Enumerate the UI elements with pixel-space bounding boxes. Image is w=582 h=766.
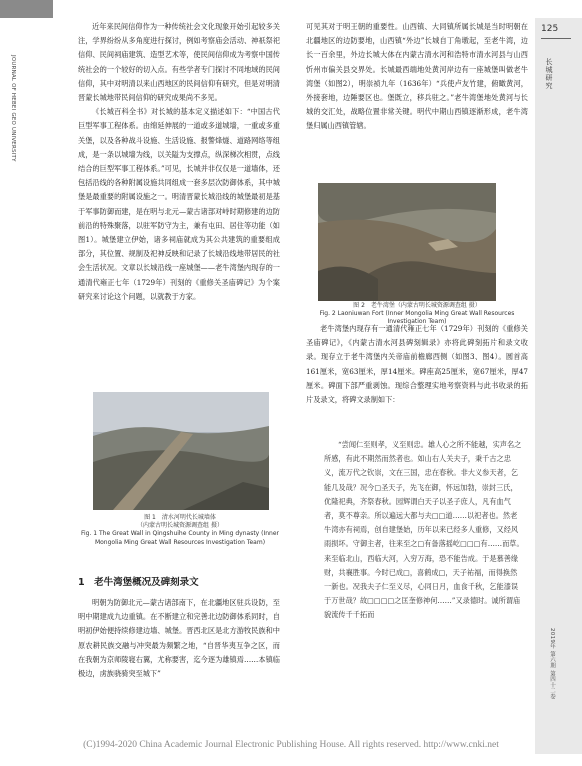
right-margin-strip [535, 18, 582, 754]
figure-1-caption-en: Fig. 1 The Great Wall in Qingshuihe County in Ming dynasty (Inner Mongolia Ming Great Wall Resources Investigation Team) [80, 530, 280, 546]
figure-2-caption-cn: 图 2 老牛湾堡（内蒙古明长城资源调查组 摄） [353, 302, 481, 309]
left-column [78, 20, 280, 304]
paragraph: 老牛湾堡内现存有一通清代雍正七年（1729年）刊刻的《重修关圣庙碑记》，《内蒙古清水河县碑刻辑录》亦将此碑刻拓片和录文收录。现存立于老牛湾堡内关帝庙前檐廊西侧（如图3、图4）。圆首高161厘米，宽63厘米，厚14厘米。碑座高25厘米，宽67厘米，厚47厘米。碑面下部严重剥蚀。现综合整理实地考察资料与此书收录的拓片及录文，将碑文录制如下： [306, 324, 528, 405]
right-column-mid [306, 322, 528, 407]
paragraph: 近年来民间信仰作为一种传统社会文化现象开始引起较多关注，学界纷纷从多角度进行探讨，例如考察庙会活动、神祇祭祀信仰、民间祠庙建筑、造型艺术等，使民间信仰成为考察中国传统社会的一个较好的切入点。有些学者专门探讨不同地域的民间信仰，其中对明清以来山西地区的民间信仰有研究，但是对明清晋蒙长城地带民间信仰的研究成果尚不多见。 [78, 22, 280, 103]
figure-1-caption-cn: 图 1 清水河明代长城墙体 [144, 514, 216, 521]
right-column-top [306, 20, 528, 134]
page-number-rule [541, 38, 571, 39]
journal-side-label: JOURNAL OF HEBEI GEO UNIVERSITY [10, 55, 16, 162]
volume-tag: 2019年 第六期 第四十二卷 [549, 628, 555, 700]
section-body [78, 596, 280, 681]
paragraph: 可见其对于明王朝的重要性。山西镇、大同镇所属长城是当时明朝在北疆地区的边防要地，山西镇“外边”长城自丁角墩起，至老牛湾，边长一百余里，外边长城大体在内蒙古清水河和浩特市清水河县与山西忻州市偏关县交界处。长城最西端地处黄河岸边有一座城堡叫做老牛湾堡（如图2），明崇祯九年（1636年）“兵使卢友竹建，俯瞰黄河，外接套地，边陲要区也。堡既立，移兵驻之。”老牛湾堡地处黄河与长城的交汇处，战略位置非常关键。明代中期山西镇逐渐形成，老牛湾堡归属山西镇管辖。 [306, 22, 528, 131]
footer-copyright: (C)1994-2020 China Academic Journal Electronic Publishing House. All rights reserved. http://www.cnki.net [83, 740, 499, 750]
figure-1-caption [80, 514, 280, 547]
section-tag: 长城研究 [545, 58, 553, 90]
paragraph: 《长城百科全书》对长城的基本定义描述如下：“中国古代巨型军事工程体系。由绵延伸展的一道或多道城墙，一重或多重关堡，以及各种战斗设施、生活设施、报警烽燧、道路网络等组成，是一条以城墙为线，以关隘为支撑点，纵深梯次相贯，点线结合的巨型军事工程体系。”可见，长城并非仅仅是一道墙体，还包括沿线的各种附属设施共同组成一套多层次防御体系，其中城堡是最重要的附属设施之一。明清晋蒙长城沿线的城堡最初是基于军事防御而建，是在明与北元—蒙古诸部对峙时期修建的边防前沿的特殊聚落，以驻军防守为主，兼有屯田、居住等功能（如图1）。城堡建立伊始，诸多祠庙就成为其公共建筑的重要组成部分，其位置、规制及祀神反映和记录了长城沿线地带居民的社会生活状况。文章以长城沿线一座城堡——老牛湾堡内现存的一通清代雍正七年（1729年）刊刻的《重修关圣庙碑记》为个案研究来讨论这个问题，以就教于方家。 [78, 107, 280, 301]
paragraph: “尝闻仁至则孝，义至则忠。雄人心之所不能越，实声名之所感，有此不期然而然者也。如山右人关夫子，秉千古之忠义，流万代之钦崇，文在三国，忠在春秋。非大义参天者，乞能几及哉？况今□圣天子，先飞在御，怀远加勃，崇封三氏，优隆祀典，齐祭春秋。园辉谓白天子以圣子庶人，凡有血气者，莫不尊亲。所以遍远大都与夫□□道……以祀者也。然老牛湾亦有祠焉，创自建堡始，历年以来已经多人重修，又经风雨损坏。守御主者，往来至之□有备落摇屹□□□有……而草。来至临北山，西临大河，入穷万海，恐不能告成。于是慕善缘财，共襄胜事。今时已成□，喜鹤成□，天子祐福，而得换然一新也。况我夫子仁至义尽，心同日月，血食千秋，乞能漆误于万世哉？故□□□□之匡奎修神何……”又录德时。诚所谓庙貌流传千千拓而 [324, 440, 524, 620]
header-gray-block [0, 0, 53, 18]
paragraph: 明朝为防御北元—蒙古诸部南下，在北疆地区驻兵设防，至明中期建成九边重镇。在不断建立和完善北边防御体系同时，自明初伊始便持续修建边墙、城堡。晋西北区是北方游牧民族和中原农耕民族交融与冲突最为频繁之地，“自晋华夷互争之区，而在我朝为京师陵寝右翼，尤称要害，迄今逐为雄镇焉……本镇临极边，虏族骁骑突至城下” [78, 598, 280, 679]
figure-1-image [93, 392, 269, 510]
stele-inscription [324, 438, 524, 623]
section-heading: 1 老牛湾堡概况及碑刻录文 [78, 577, 199, 588]
figure-2-caption-en: Fig. 2 Laoniuwan Fort (Inner Mongolia Ming Great Wall Resources Investigation Team) [319, 310, 515, 326]
figure-2-image [318, 183, 496, 301]
figure-1-caption-cn2: （内蒙古明长城资源调查组 摄） [137, 522, 223, 530]
page-number: 125 [541, 24, 559, 34]
